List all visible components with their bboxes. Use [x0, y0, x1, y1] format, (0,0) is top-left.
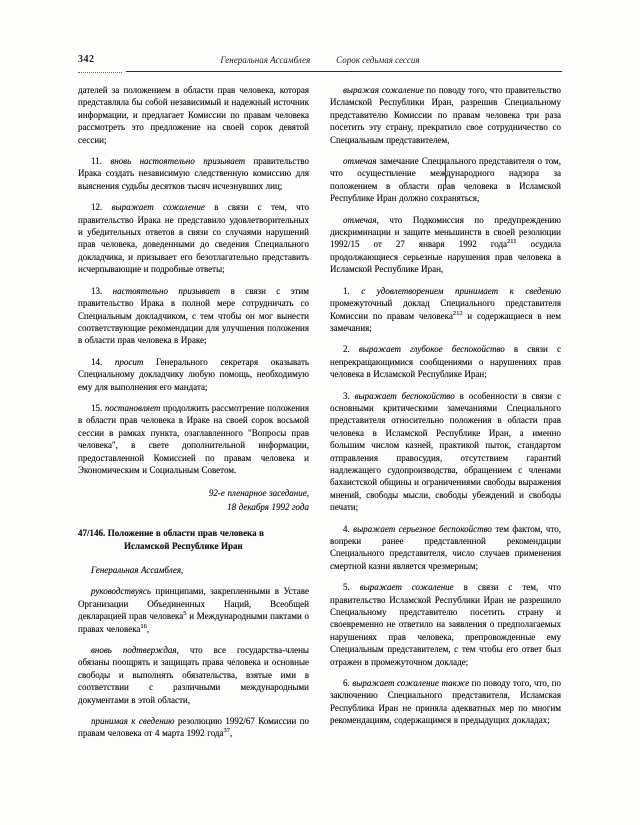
paragraph: 6. выражает сожаление также по поводу того, что, по заключению Специального представителя, Исламская Республика Иран не приняла адекватных мер по многим рекомендациям, содержащимся в предыдущих докладах; [330, 678, 561, 726]
running-header-left: Генеральная Ассамблея [220, 55, 311, 65]
header-rule [126, 71, 562, 72]
resolution-heading: 47/146. Положение в области прав человека в Исламской Республике Иран [78, 528, 265, 551]
paragraph: отмечая замечание Специального представителя о том, что осуществление международного надзора за положением в области прав человека в Исламской Республике Иран должно сохраняться, [330, 156, 561, 204]
paragraph: 15. постановляет продолжить рассмотрение положения в области прав человека в Ираке на своей сорок восьмой сессии в рамках пункта, озаглавленного "Вопросы прав человека", в свете дополнительной информации, предоставленной Комиссией по правам человека и Экономическим и Социальным Советом. [78, 402, 309, 475]
general-assembly-line: Генеральная Ассамблея, [91, 565, 184, 575]
paragraph: дателей за положением в области прав человека, которая представляла бы собой независимый и надежный источник информации, и предлагает Комиссии по правам человека рассмотреть это предложение на своей сорок девятой сессии; [78, 85, 309, 145]
paragraph: 14. просит Генерального секретаря оказывать Специальному докладчику любую помощь, необходимую ему для выполнения его мандата; [78, 356, 309, 392]
paragraph: 4. выражает серьезное беспокойство тем фактом, что, вопреки ранее представленной рекомендации Специального представителя, число случаев применения смертной казни является чрезмерным; [330, 523, 561, 571]
paragraph: принимая к сведению резолюцию 1992/67 Комиссии по правам человека от 4 марта 1992 года$^{37}$, [78, 716, 309, 739]
paragraph: отмечая, что Подкомиссия по предупреждению дискриминации и защите меньшинств в своей резолюции 1992/15 от 27 января 1992 года$^{211}$ осудила продолжающиеся серьезные нарушения прав человека в Исламской Республике Иран, [330, 214, 562, 275]
paragraph: 5. выражает сожаление в связи с тем, что правительство Исламской Республики Иран не разрешило Специальному представителю посетить страну и своевременно не ответило на заявления о предполагаемых нарушениях прав человека, препровожденные ему Специальным представителем, с тем чтобы его ответ был отражен в промежуточном докладе; [330, 582, 561, 667]
running-header-right: Сорок седьмая сессия [336, 55, 420, 65]
paragraph: руководствуясь принципами, закрепленными в Уставе Организации Объединенных Наций, Всеобщей декларацией прав человека$^5$ и Международными пактами о правах человека$^{16}$, [78, 586, 310, 634]
paragraph: 11. вновь настоятельно призывает правительство Ирака создать независимую следственную комиссию для выяснения судьбы десятков тысяч исчезнувших лиц; [78, 156, 309, 191]
running-header [78, 55, 562, 65]
left-column [78, 84, 309, 740]
plenary-meeting-line: 92-е пленарное заседание, [208, 488, 309, 499]
plenary-date-line: 18 декабря 1992 года [227, 501, 309, 512]
paragraph: 1. с удовлетворением принимает к сведению промежуточный доклад Специального представителя Комиссии по правам человека$^{212}$ и содержащиеся в нем замечания; [330, 285, 561, 333]
paragraph: вновь подтверждая, что все государства-члены обязаны поощрять и защищать права человека и основные свободы и выполнять обязательства, взятые ими в соответствии с различными международными документами в этой области, [78, 645, 309, 705]
two-column-body [78, 84, 562, 740]
page-number: 342 [78, 54, 95, 65]
header-rule-dash [78, 72, 122, 73]
paragraph: 12. выражает сожаление в связи с тем, что правительство Ирака не представило удовлетворительных и убедительных ответов в связи со случаями нарушений прав человека, доведенными до сведения Специального докладчика, и призывает его безотлагательно представить исчерпывающие и подробные ответы; [78, 202, 309, 275]
paragraph: 3. выражает беспокойство в особенности в связи с основными критическими замечаниями Специального представителя относительно положения в области прав человека в Исламской Республике Иран, а именно большим числом казней, практикой пыток, стандартом отправления правосудия, отсутствием гарантий надлежащего судопроизводства, обращением с членами бахаистской общины и ограничениями свободы выражения мнений, свободы мысли, свободы убеждений и свободы печати; [330, 390, 561, 513]
paragraph: 13. настоятельно призывает в связи с этим правительство Ирака в полной мере сотрудничать со Специальным докладчиком, с тем чтобы он мог вынести соответствующие рекомендации для улучшения положения в области прав человека в Ираке; [78, 285, 310, 346]
paragraph: 2. выражает глубокое беспокойство в связи с непрекращающимися сообщениями о нарушениях прав человека в Исламской Республике Иран; [330, 344, 561, 380]
paragraph: выражая сожаление по поводу того, что правительство Исламской Республики Иран, разрешив Специальному представителю Комиссии по правам человека три раза посетить эту страну, прекратило свое сотрудничество со Специальным представителем, [330, 85, 562, 145]
right-column [330, 84, 561, 740]
